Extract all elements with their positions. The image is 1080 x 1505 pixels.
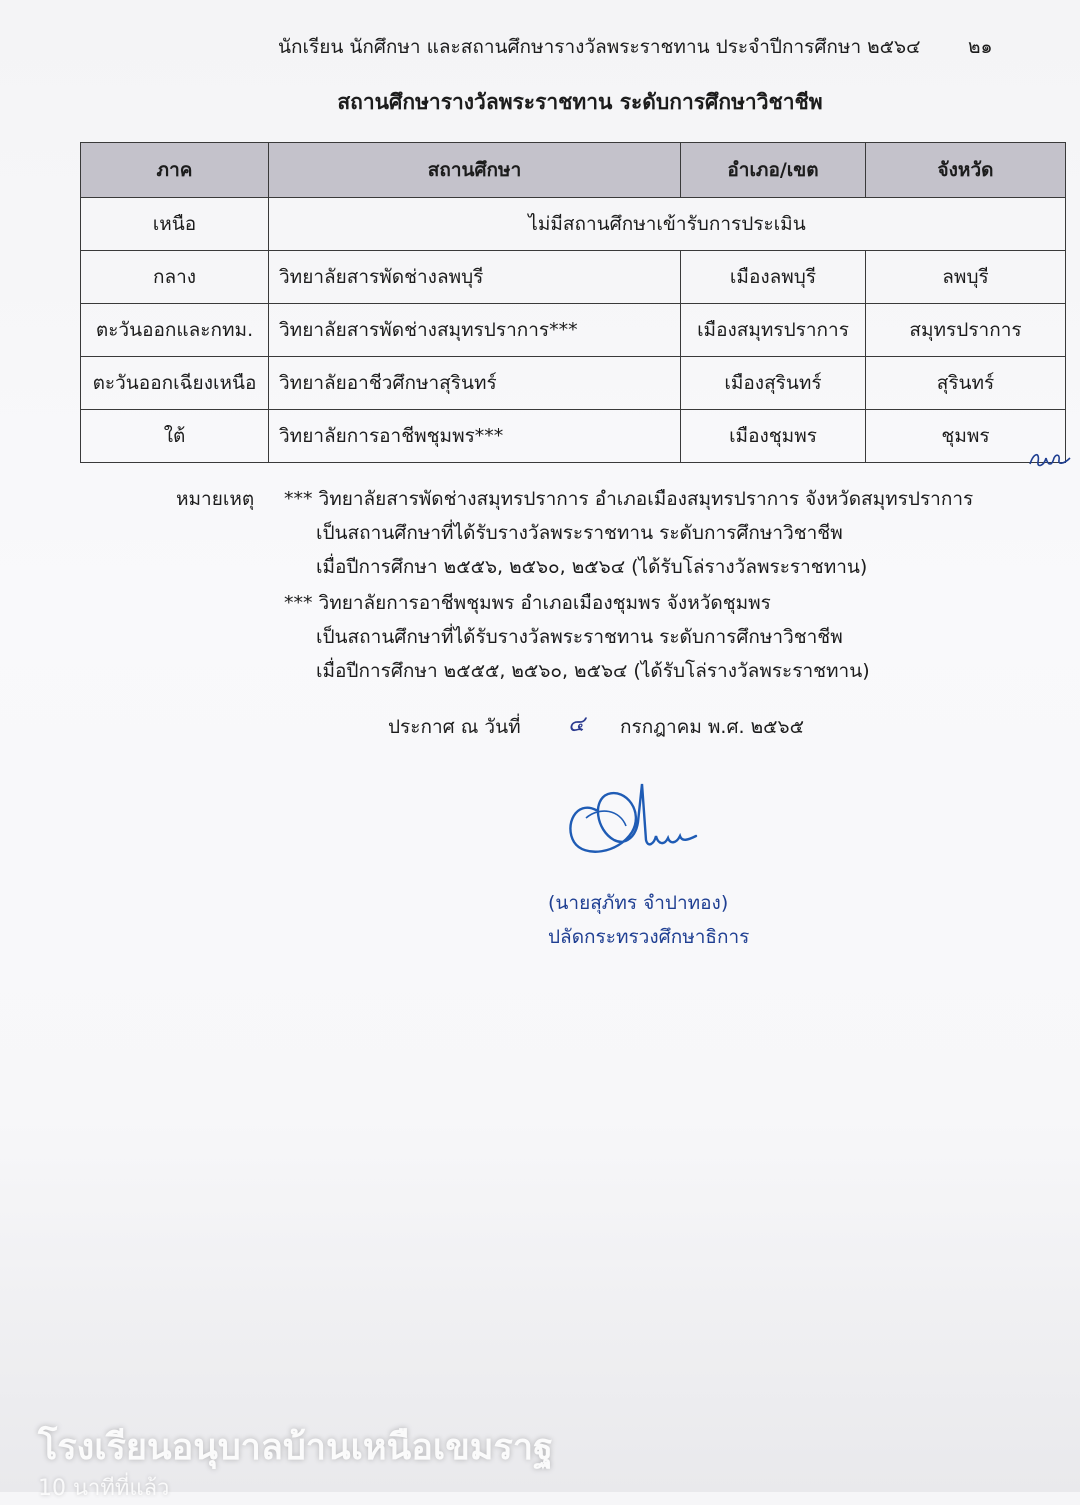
table-row	[81, 410, 1066, 463]
table-header-row	[81, 143, 1066, 198]
remark-1-line-3: เมื่อปีการศึกษา ๒๕๕๖, ๒๕๖๐, ๒๕๖๔ (ได้รับโล่รางวัลพระราชทาน)	[316, 556, 868, 578]
table-row	[81, 304, 1066, 357]
region-cell: ตะวันออกและกทม.	[81, 304, 269, 357]
running-header	[0, 32, 1080, 60]
running-title: นักเรียน นักศึกษา และสถานศึกษารางวัลพระราชทาน ประจำปีการศึกษา ๒๕๖๔	[278, 36, 921, 58]
school-cell: วิทยาลัยสารพัดช่างลพบุรี	[269, 251, 681, 304]
column-header-school: สถานศึกษา	[269, 143, 681, 198]
region-cell: เหนือ	[81, 198, 269, 251]
district-cell: เมืองสุรินทร์	[681, 357, 866, 410]
column-header-district: อำเภอ/เขต	[681, 143, 866, 198]
province-cell: ชุมพร	[866, 410, 1066, 463]
signature-image	[556, 770, 706, 870]
remark-2-line-3: เมื่อปีการศึกษา ๒๕๕๕, ๒๕๖๐, ๒๕๖๔ (ได้รับโล่รางวัลพระราชทาน)	[316, 660, 870, 682]
region-cell: ตะวันออกเฉียงเหนือ	[81, 357, 269, 410]
signatory-position: ปลัดกระทรวงศึกษาธิการ	[548, 926, 750, 948]
table-row	[81, 198, 1066, 251]
table-row	[81, 251, 1066, 304]
district-cell: เมืองลพบุรี	[681, 251, 866, 304]
region-cell: กลาง	[81, 251, 269, 304]
post-page-name[interactable]: โรงเรียนอนุบาลบ้านเหนือเขมราฐ	[38, 1427, 553, 1468]
awards-table	[80, 142, 1066, 463]
region-cell: ใต้	[81, 410, 269, 463]
signatory-name: (นายสุภัทร จำปาทอง)	[548, 892, 729, 914]
remark-1-line-2: เป็นสถานศึกษาที่ได้รับรางวัลพระราชทาน ระดับการศึกษาวิชาชีพ	[316, 522, 843, 544]
remark-2-line-2: เป็นสถานศึกษาที่ได้รับรางวัลพระราชทาน ระดับการศึกษาวิชาชีพ	[316, 626, 843, 648]
district-cell: เมืองสมุทรปราการ	[681, 304, 866, 357]
province-cell: สุรินทร์	[866, 357, 1066, 410]
handwritten-initials-mark	[1026, 446, 1072, 472]
announcement-line	[0, 712, 1080, 742]
remark-1-line-1: *** วิทยาลัยสารพัดช่างสมุทรปราการ อำเภอเมืองสมุทรปราการ จังหวัดสมุทรปราการ	[284, 488, 974, 510]
remarks-label: หมายเหตุ	[176, 488, 255, 510]
district-cell: เมืองชุมพร	[681, 410, 866, 463]
page-title: สถานศึกษารางวัลพระราชทาน ระดับการศึกษาวิชาชีพ	[337, 90, 823, 114]
province-cell: ลพบุรี	[866, 251, 1066, 304]
remark-2-line-1: *** วิทยาลัยการอาชีพชุมพร อำเภอเมืองชุมพร จังหวัดชุมพร	[284, 592, 771, 614]
announcement-month-year: กรกฎาคม พ.ศ. ๒๕๖๕	[620, 716, 804, 738]
no-entry-message: ไม่มีสถานศึกษาเข้ารับการประเมิน	[269, 198, 1066, 251]
column-header-region: ภาค	[81, 143, 269, 198]
province-cell: สมุทรปราการ	[866, 304, 1066, 357]
announcement-day: ๔	[568, 712, 585, 737]
page-number: ๒๑	[968, 36, 993, 58]
column-header-province: จังหวัด	[866, 143, 1066, 198]
school-cell: วิทยาลัยอาชีวศึกษาสุรินทร์	[269, 357, 681, 410]
school-cell: วิทยาลัยสารพัดช่างสมุทรปราการ***	[269, 304, 681, 357]
announcement-prefix: ประกาศ ณ วันที่	[388, 716, 521, 738]
school-cell: วิทยาลัยการอาชีพชุมพร***	[269, 410, 681, 463]
table-row	[81, 357, 1066, 410]
post-timestamp: 10 นาทีที่แล้ว	[38, 1476, 170, 1501]
